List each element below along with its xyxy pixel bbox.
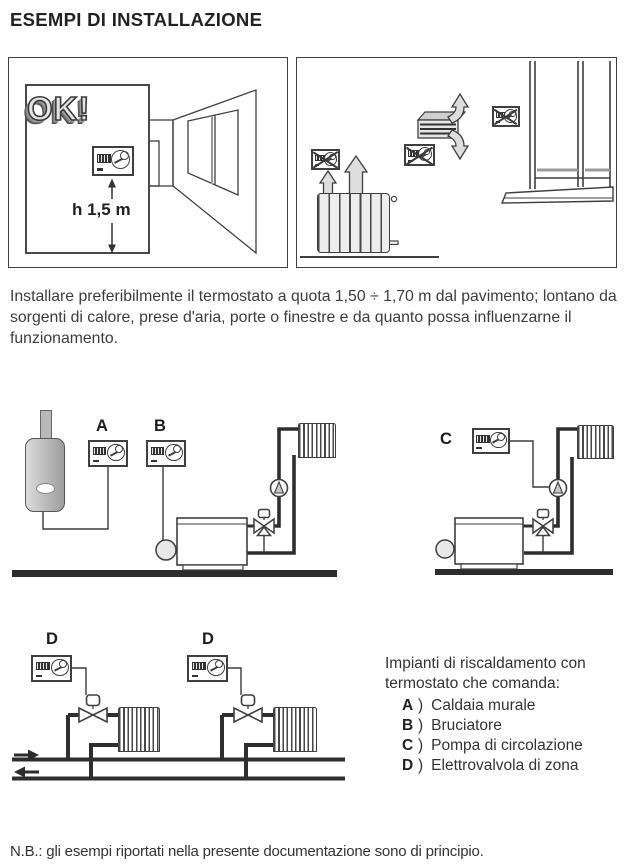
window-frame — [502, 61, 613, 203]
thermostat-display — [476, 435, 489, 443]
zone-valve-icon — [234, 695, 262, 722]
burner-unit — [436, 518, 523, 569]
legend-label: Elettrovalvola di zona — [431, 757, 579, 774]
airflow-down-arrow — [448, 130, 468, 159]
ground-line — [435, 569, 613, 575]
label-c: C — [440, 430, 452, 448]
return-pipe — [524, 457, 572, 553]
thermostat-button — [97, 168, 104, 171]
wire-d2 — [228, 668, 241, 695]
flow-left-arrow — [14, 767, 39, 778]
legend-key: D — [402, 757, 414, 774]
thermostat-display — [151, 447, 165, 455]
ground-line — [12, 570, 337, 577]
thermostat-knob — [107, 444, 124, 461]
ok-label: OK! — [27, 90, 91, 127]
zone-valve-icon — [79, 695, 107, 722]
airflow-up-arrow — [448, 94, 468, 123]
thermostat-knob — [504, 109, 517, 122]
thermostat-knob — [324, 152, 337, 165]
thermostat-knob — [51, 659, 68, 676]
burner-blower — [436, 540, 454, 558]
label-d2: D — [202, 630, 214, 648]
thermostat-button — [93, 460, 99, 462]
legend-label: Bruciatore — [431, 717, 502, 734]
wire-d1 — [72, 668, 86, 695]
thermostat-knob — [111, 150, 130, 169]
thermostat-button — [36, 675, 43, 677]
thermostat-button — [315, 164, 320, 166]
wire-c — [510, 441, 550, 487]
legend — [385, 654, 622, 776]
burner-blower — [156, 540, 176, 560]
panel-correct-installation — [8, 57, 288, 268]
thermostat-a-icon — [88, 440, 128, 467]
radiator — [118, 707, 160, 752]
thermostat-button — [408, 160, 413, 162]
radiator — [317, 193, 390, 253]
three-way-valve-icon — [533, 510, 553, 536]
thermostat-button — [151, 460, 157, 462]
zone-1 — [68, 668, 119, 780]
thermostat-c-icon — [472, 428, 510, 454]
legend-paren: ) — [418, 737, 424, 754]
legend-paren: ) — [418, 717, 424, 734]
pump-icon — [271, 480, 288, 497]
radiator — [298, 423, 336, 458]
crossed-thermostat-icon — [311, 149, 340, 170]
wall-boiler — [25, 438, 65, 512]
legend-item — [402, 716, 622, 736]
legend-item — [402, 736, 622, 756]
thermostat-d1-icon — [31, 655, 72, 682]
legend-key: A — [402, 697, 414, 714]
thermostat-knob — [490, 432, 507, 449]
zone-2 — [222, 668, 274, 780]
thermostat-d2-icon — [187, 655, 228, 682]
legend-line-1: Impianti di riscaldamento con — [385, 655, 586, 672]
supply-pipe — [551, 429, 578, 526]
crossed-thermostat-icon — [492, 106, 520, 127]
radiator — [577, 425, 614, 459]
thermostat-button — [496, 121, 500, 123]
thermostat-display — [408, 150, 419, 157]
legend-item — [402, 756, 622, 776]
boiler-chimney — [40, 410, 52, 439]
height-label: h 1,5 m — [72, 200, 131, 219]
label-a: A — [96, 417, 108, 435]
footer-note: N.B.: gli esempi riportati nella presente documentazione sono di principio. — [10, 843, 484, 860]
thermostat-knob — [418, 147, 432, 161]
thermostat-button — [476, 447, 482, 449]
radiator — [273, 707, 317, 752]
legend-paren: ) — [418, 757, 424, 774]
thermostat-display — [192, 662, 206, 670]
boiler-window — [36, 483, 55, 494]
pump-icon — [550, 480, 567, 497]
thermostat-button — [192, 675, 199, 677]
thermostat-display — [97, 154, 112, 163]
room-lines — [144, 90, 256, 253]
thermostat-display — [93, 447, 107, 455]
legend-line-2: termostato che comanda: — [385, 675, 560, 692]
intro-paragraph: Installare preferibilmente il termostato a quota 1,50 ÷ 1,70 m dal pavimento; lontano da sorgenti di calore, prese d'aria, porte o finestre e da quanto possa influenzarne il funzionamento. — [10, 288, 617, 347]
radiator-valve-knob — [389, 196, 398, 244]
legend-items — [402, 696, 622, 776]
crossed-thermostat-icon — [404, 144, 435, 166]
legend-item — [402, 696, 622, 716]
page-title: ESEMPI DI INSTALLAZIONE — [10, 9, 263, 30]
burner-unit — [156, 518, 247, 570]
thermostat-b-icon — [146, 440, 186, 467]
thermostat-icon — [92, 146, 134, 176]
return-pipe — [246, 455, 294, 553]
legend-label: Caldaia murale — [431, 697, 536, 714]
legend-paren: ) — [418, 697, 424, 714]
three-way-valve-icon — [254, 510, 274, 536]
legend-label: Pompa di circolazione — [431, 737, 583, 754]
window-sill — [502, 187, 613, 203]
label-d1: D — [46, 630, 58, 648]
legend-key: B — [402, 717, 414, 734]
thermostat-knob — [165, 444, 182, 461]
label-b: B — [154, 417, 166, 435]
thermostat-knob — [207, 659, 224, 676]
thermostat-display — [36, 662, 50, 670]
legend-key: C — [402, 737, 414, 754]
